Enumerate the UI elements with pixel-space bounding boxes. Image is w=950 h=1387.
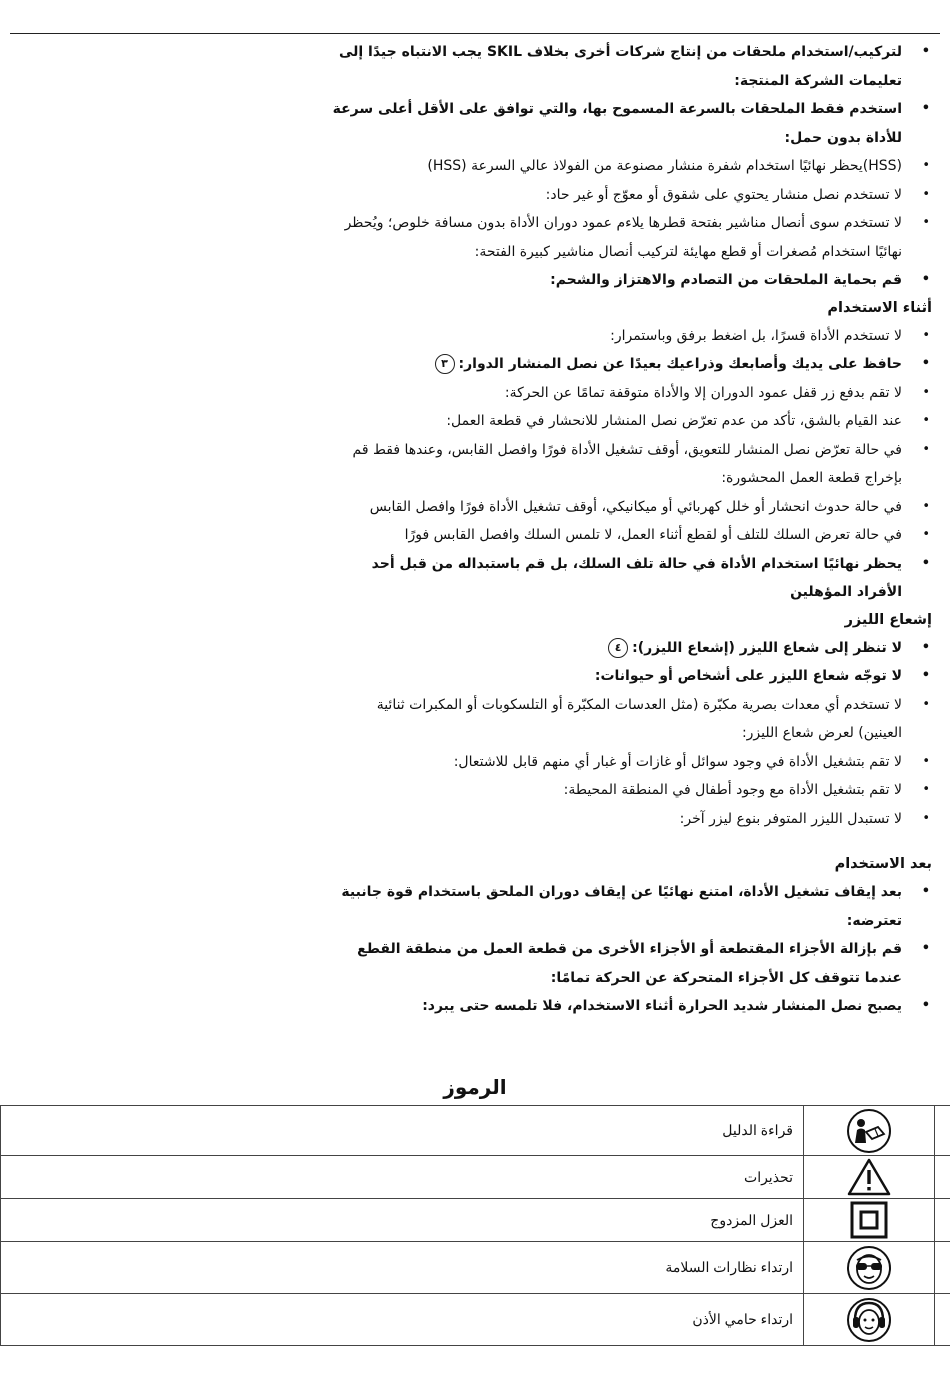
bullet: • [922,186,930,202]
bullet: • [921,668,930,683]
item-text: لا تستخدم الأداة قسرًا، بل اضغط برفق وباستمرار: [610,327,902,344]
list-item [330,805,932,834]
list-item [330,521,932,550]
bullet: • [922,158,930,173]
item-text: في حالة حدوث انحشار أو خلل كهربائي أو ميكانيكي، أوقف تشغيل الأداة فورًا وافصل القابس [369,498,902,515]
bullet: • [921,555,930,571]
bullet: • [921,356,930,371]
bullet: • [921,941,930,956]
list-item [330,935,932,992]
item-text: يحظر نهائيًا استخدام الأداة في حالة تلف السلك، بل قم باستبداله من قبل أحد الأفراد المؤهلين [371,555,902,600]
safety-instructions [330,38,932,1021]
item-text: لتركيب/استخدام ملحقات من إنتاج شركات أخرى بخلاف SKIL يجب الانتباه جيدًا إلى تعليمات الشركة المنتجة: [338,44,902,89]
item-text: لا تستخدم نصل منشار يحتوي على شقوق أو معوّج أو غير حاد: [545,186,902,203]
bullet: • [921,998,930,1013]
list-item [330,152,932,181]
bullet: • [922,384,930,400]
bullet: • [921,884,930,899]
warning-triangle-icon [804,1156,935,1199]
list-item [330,38,932,95]
list-item [330,493,932,522]
section-heading: أثناء الاستخدام [827,299,932,316]
symbol-label: ارتداء نظارات السلامة [1,1242,804,1294]
list-item [330,379,932,408]
bullet: • [921,101,930,116]
bullet: • [922,498,930,514]
list-item [330,691,932,748]
item-text: لا تقم بتشغيل الأداة في وجود سوائل أو غازات أو غبار أي منهم قابل للاشتعال: [453,753,902,770]
symbol-row [1,1294,950,1346]
bullet: • [922,441,930,457]
bullet: • [922,696,930,712]
list-item [330,436,932,493]
list-item [330,878,932,935]
item-text: في حالة تعرض السلك للتلف أو لقطع أثناء العمل، لا تلمس السلك وافصل القابس فورًا [404,527,902,543]
list-item [330,992,932,1021]
bullet: • [922,527,930,542]
list-item [330,662,932,691]
double-insulation-icon [804,1199,935,1242]
symbols-table [0,1105,950,1346]
bullet: • [922,215,930,230]
bullet: • [922,327,930,343]
top-rule [10,33,940,34]
item-text: استخدم فقط الملحقات بالسرعة المسموح بها، والتي توافق على الأقل أعلى سرعة للأداة بدون حمل: [332,101,902,146]
list-item [330,322,932,351]
item-text: لا تستخدم سوى أنصال مناشير بفتحة قطرها يلاءم عمود دوران الأداة بدون مسافة خلوص؛ ويُحظر نهائيًا استخدام مُصغرات أو قطع مهايئة لتركيب أنصال مناشير كبيرة الفتحة: [344,215,902,260]
symbol-row [1,1106,950,1156]
item-text: لا توجّه شعاع الليزر على أشخاص أو حيوانات: [594,668,902,684]
item-text: لا تستبدل الليزر المتوفر بنوع ليزر آخر: [679,810,902,827]
bullet: • [921,639,930,655]
symbol-label: العزل المزدوج [1,1199,804,1242]
symbol-label: قراءة الدليل [1,1106,804,1156]
symbol-row [1,1242,950,1294]
list-item [330,550,932,607]
item-text: لا تقم بتشغيل الأداة مع وجود أطفال في المنطقة المحيطة: [563,782,902,798]
item-text: حافظ على يديك وأصابعك وذراعيك بعيدًا عن نصل المنشار الدوار: [458,356,902,372]
bullet: • [921,272,930,287]
figure-reference: ٣ [435,354,455,374]
section-heading: بعد الاستخدام [834,856,932,872]
item-text: لا تستخدم أي معدات بصرية مكبّرة (مثل العدسات المكبّرة أو التلسكوبات أو المكبرات ثنائية العينين) لعرض شعاع الليزر: [376,696,902,741]
read-manual-icon [804,1106,935,1156]
list-item [330,95,932,152]
bullet: • [921,44,930,59]
list-item [330,181,932,210]
symbol-label: ارتداء حامي الأذن [1,1294,804,1346]
symbol-row [1,1199,950,1242]
list-item [330,209,932,266]
item-text: في حالة تعرّض نصل المنشار للتعويق، أوقف تشغيل الأداة فورًا وافصل القابس، وعندها فقط قم بإخراج قطعة العمل المحشورة: [352,441,902,486]
bullet: • [922,782,930,797]
item-text: بعد إيقاف تشغيل الأداة، امتنع نهائيًا عن إيقاف دوران الملحق باستخدام قوة جانبية تعترضه: [341,884,902,929]
item-text: قم بحماية الملحقات من التصادم والاهتزاز والشحم: [550,272,902,288]
item-text: لا تنظر إلى شعاع الليزر (إشعاع الليزر): [632,639,902,656]
symbol-row [1,1156,950,1199]
item-text: قم بإزالة الأجزاء المقتطعة أو الأجزاء الأخرى من قطعة العمل من منطقة القطع عندما تتوقف كل الأجزاء المتحركة عن الحركة تمامًا: [357,941,902,986]
bullet: • [922,810,930,826]
list-item [330,776,932,805]
safety-glasses-icon [804,1242,935,1294]
list-item [330,748,932,777]
figure-reference: ٤ [608,638,628,658]
item-text: لا تقم بدفع زر قفل عمود الدوران إلا والأداة متوقفة تمامًا عن الحركة: [504,384,902,401]
item-text: يصبح نصل المنشار شديد الحرارة أثناء الاستخدام، فلا تلمسه حتى يبرد: [422,998,902,1014]
item-text: (HSS)يحظر نهائيًا استخدام شفرة منشار مصنوعة من الفولاذ عالي السرعة (HSS) [427,158,902,174]
list-item [330,634,932,663]
list-item [330,407,932,436]
bullet: • [922,413,930,428]
item-text: عند القيام بالشق، تأكد من عدم تعرّض نصل المنشار للانحشار في قطعة العمل: [446,413,902,429]
section-heading: إشعاع الليزر [844,611,932,628]
ear-protection-icon [804,1294,935,1346]
symbol-label: تحذيرات [1,1156,804,1199]
bullet: • [922,753,930,769]
symbols-title: الرموز [443,1075,507,1099]
list-item [330,350,932,379]
list-item [330,266,932,295]
